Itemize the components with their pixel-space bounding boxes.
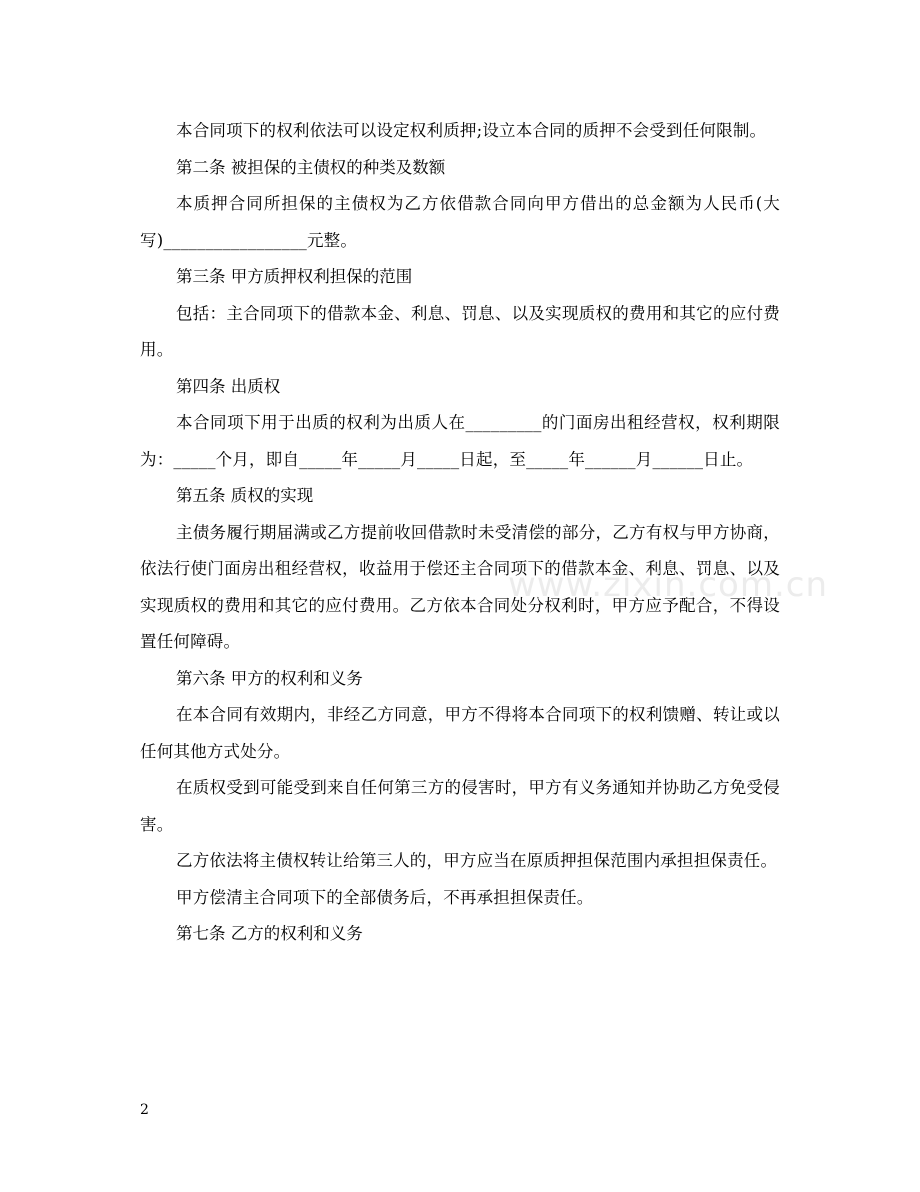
paragraph-obligation-4: 甲方偿清主合同项下的全部债务后，不再承担担保责任。	[176, 887, 594, 907]
heading-article-5: 第五条 质权的实现	[176, 486, 314, 505]
heading-article-6: 第六条 甲方的权利和义务	[176, 668, 363, 688]
paragraph-pledged-right: 本合同项下用于出质的权利为出质人在_________的门面房出租经营权，权利期限为：_____个月，即自_____年_____月_____日起，至_____年______月______日止。	[140, 413, 780, 469]
watermark: www.zixin.com.cn	[508, 565, 828, 605]
paragraph-obligation-2: 在质权受到可能受到来自任何第三方的侵害时，甲方有义务通知并协助乙方免受侵害。	[140, 778, 780, 834]
paragraph-obligation-1: 在本合同有效期内，非经乙方同意，甲方不得将本合同项下的权利馈赠、转让或以任何其他方式处分。	[140, 705, 780, 761]
heading-article-2: 第二条 被担保的主债权的种类及数额	[176, 157, 446, 177]
heading-article-7: 第七条 乙方的权利和义务	[176, 924, 363, 943]
paragraph-principal-claim: 本质押合同所担保的主债权为乙方依借款合同向甲方借出的总金额为人民币(大写)_________________元整。	[140, 194, 780, 250]
paragraph-realization: 主债务履行期届满或乙方提前收回借款时未受清偿的部分，乙方有权与甲方协商，依法行使门面房出租经营权，收益用于偿还主合同项下的借款本金、利息、罚息、以及实现质权的费用和其它的应付费用。乙方依本合同处分权利时，甲方应予配合，不得设置任何障碍。	[140, 522, 780, 651]
paragraph-scope: 包括：主合同项下的借款本金、利息、罚息、以及实现质权的费用和其它的应付费用。	[140, 303, 780, 359]
heading-article-4: 第四条 出质权	[176, 376, 281, 396]
heading-article-3: 第三条 甲方质押权利担保的范围	[176, 267, 413, 286]
document-body	[140, 113, 780, 953]
paragraph-obligation-3: 乙方依法将主债权转让给第三人的，甲方应当在原质押担保范围内承担担保责任。	[176, 851, 778, 870]
page-number: 2	[140, 1102, 149, 1118]
paragraph-pledge-rights: 本合同项下的权利依法可以设定权利质押;设立本合同的质押不会受到任何限制。	[176, 121, 767, 140]
